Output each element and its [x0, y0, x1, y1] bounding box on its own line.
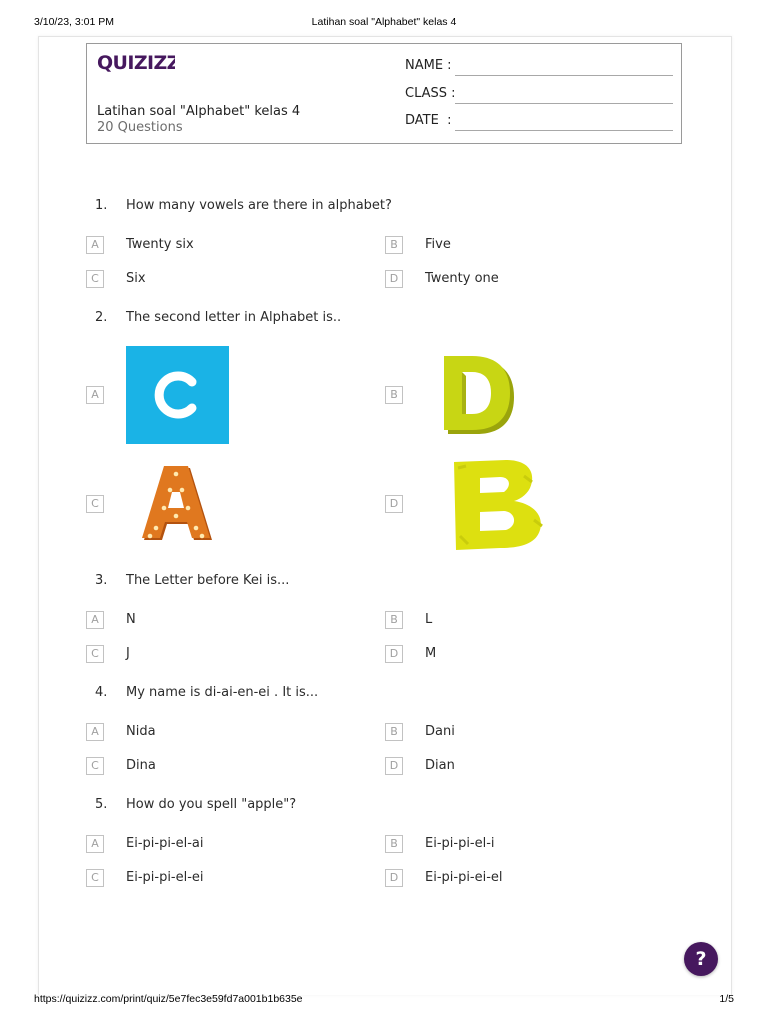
name-line — [455, 75, 673, 76]
question-number: 1. — [95, 198, 108, 213]
question-text: My name is di-ai-en-ei . It is... — [126, 685, 319, 700]
class-field[interactable] — [405, 86, 673, 106]
option-letter: A — [86, 723, 104, 741]
option-text: Nida — [126, 724, 156, 739]
name-field[interactable] — [405, 58, 673, 78]
class-label: CLASS : — [405, 86, 456, 101]
print-header — [0, 16, 768, 32]
option-text: Ei-pi-pi-ei-el — [425, 870, 503, 885]
svg-text:QUIZIZZ: QUIZIZZ — [97, 52, 175, 74]
quiz-title: Latihan soal "Alphabet" kelas 4 — [97, 104, 301, 119]
question-number: 2. — [95, 310, 108, 325]
option-letter: C — [86, 270, 104, 288]
print-title: Latihan soal "Alphabet" kelas 4 — [311, 16, 457, 28]
option-text: M — [425, 646, 437, 661]
option-text: L — [425, 612, 433, 627]
option-text: J — [126, 646, 130, 661]
option-letter: B — [385, 236, 403, 254]
letter-b-graphic — [444, 456, 554, 552]
letter-d-graphic — [426, 348, 526, 444]
option-letter: D — [385, 645, 403, 663]
quiz-header — [86, 43, 682, 144]
question-text: How do you spell "apple"? — [126, 797, 297, 812]
option-text: Dian — [425, 758, 455, 773]
question-text: How many vowels are there in alphabet? — [126, 198, 392, 213]
print-date: 3/10/23, 3:01 PM — [34, 16, 114, 28]
option-text: Five — [425, 237, 451, 252]
date-label: DATE : — [405, 113, 452, 128]
letter-c-image[interactable] — [126, 346, 229, 444]
option-text: Six — [126, 271, 146, 286]
question-count: 20 Questions — [97, 120, 183, 135]
option-text: Dina — [126, 758, 156, 773]
option-letter: A — [86, 386, 104, 404]
option-letter: C — [86, 757, 104, 775]
quizizz-logo — [97, 51, 175, 80]
letter-c-graphic — [126, 346, 229, 444]
option-letter: A — [86, 236, 104, 254]
print-footer — [0, 993, 768, 1009]
option-text: Twenty one — [425, 271, 499, 286]
name-label: NAME : — [405, 58, 452, 73]
date-line — [455, 130, 673, 131]
option-letter: C — [86, 495, 104, 513]
class-line — [455, 103, 673, 104]
letter-a-image[interactable] — [128, 462, 228, 546]
print-url: https://quizizz.com/print/quiz/5e7fec3e59fd7a001b1b635e — [34, 993, 303, 1005]
option-letter: C — [86, 645, 104, 663]
option-letter: B — [385, 723, 403, 741]
option-letter: A — [86, 835, 104, 853]
question-text: The Letter before Kei is... — [126, 573, 290, 588]
help-button[interactable] — [684, 942, 718, 976]
option-text: N — [126, 612, 136, 627]
date-field[interactable] — [405, 113, 673, 133]
quizizz-logo-mark — [97, 51, 175, 75]
option-text: Ei-pi-pi-el-i — [425, 836, 495, 851]
option-letter: D — [385, 757, 403, 775]
option-letter: D — [385, 495, 403, 513]
question-number: 3. — [95, 573, 108, 588]
letter-b-image[interactable] — [444, 456, 554, 552]
option-letter: B — [385, 835, 403, 853]
option-text: Dani — [425, 724, 455, 739]
question-mark-icon: ? — [695, 948, 707, 970]
question-number: 5. — [95, 797, 108, 812]
option-letter: B — [385, 386, 403, 404]
question-text: The second letter in Alphabet is.. — [126, 310, 342, 325]
letter-a-graphic — [128, 462, 228, 546]
option-letter: D — [385, 270, 403, 288]
option-letter: D — [385, 869, 403, 887]
option-text: Ei-pi-pi-el-ei — [126, 870, 204, 885]
question-number: 4. — [95, 685, 108, 700]
page-number: 1/5 — [719, 993, 734, 1005]
option-text: Ei-pi-pi-el-ai — [126, 836, 204, 851]
option-letter: B — [385, 611, 403, 629]
letter-d-image[interactable] — [426, 348, 526, 444]
option-letter: C — [86, 869, 104, 887]
option-letter: A — [86, 611, 104, 629]
option-text: Twenty six — [126, 237, 194, 252]
